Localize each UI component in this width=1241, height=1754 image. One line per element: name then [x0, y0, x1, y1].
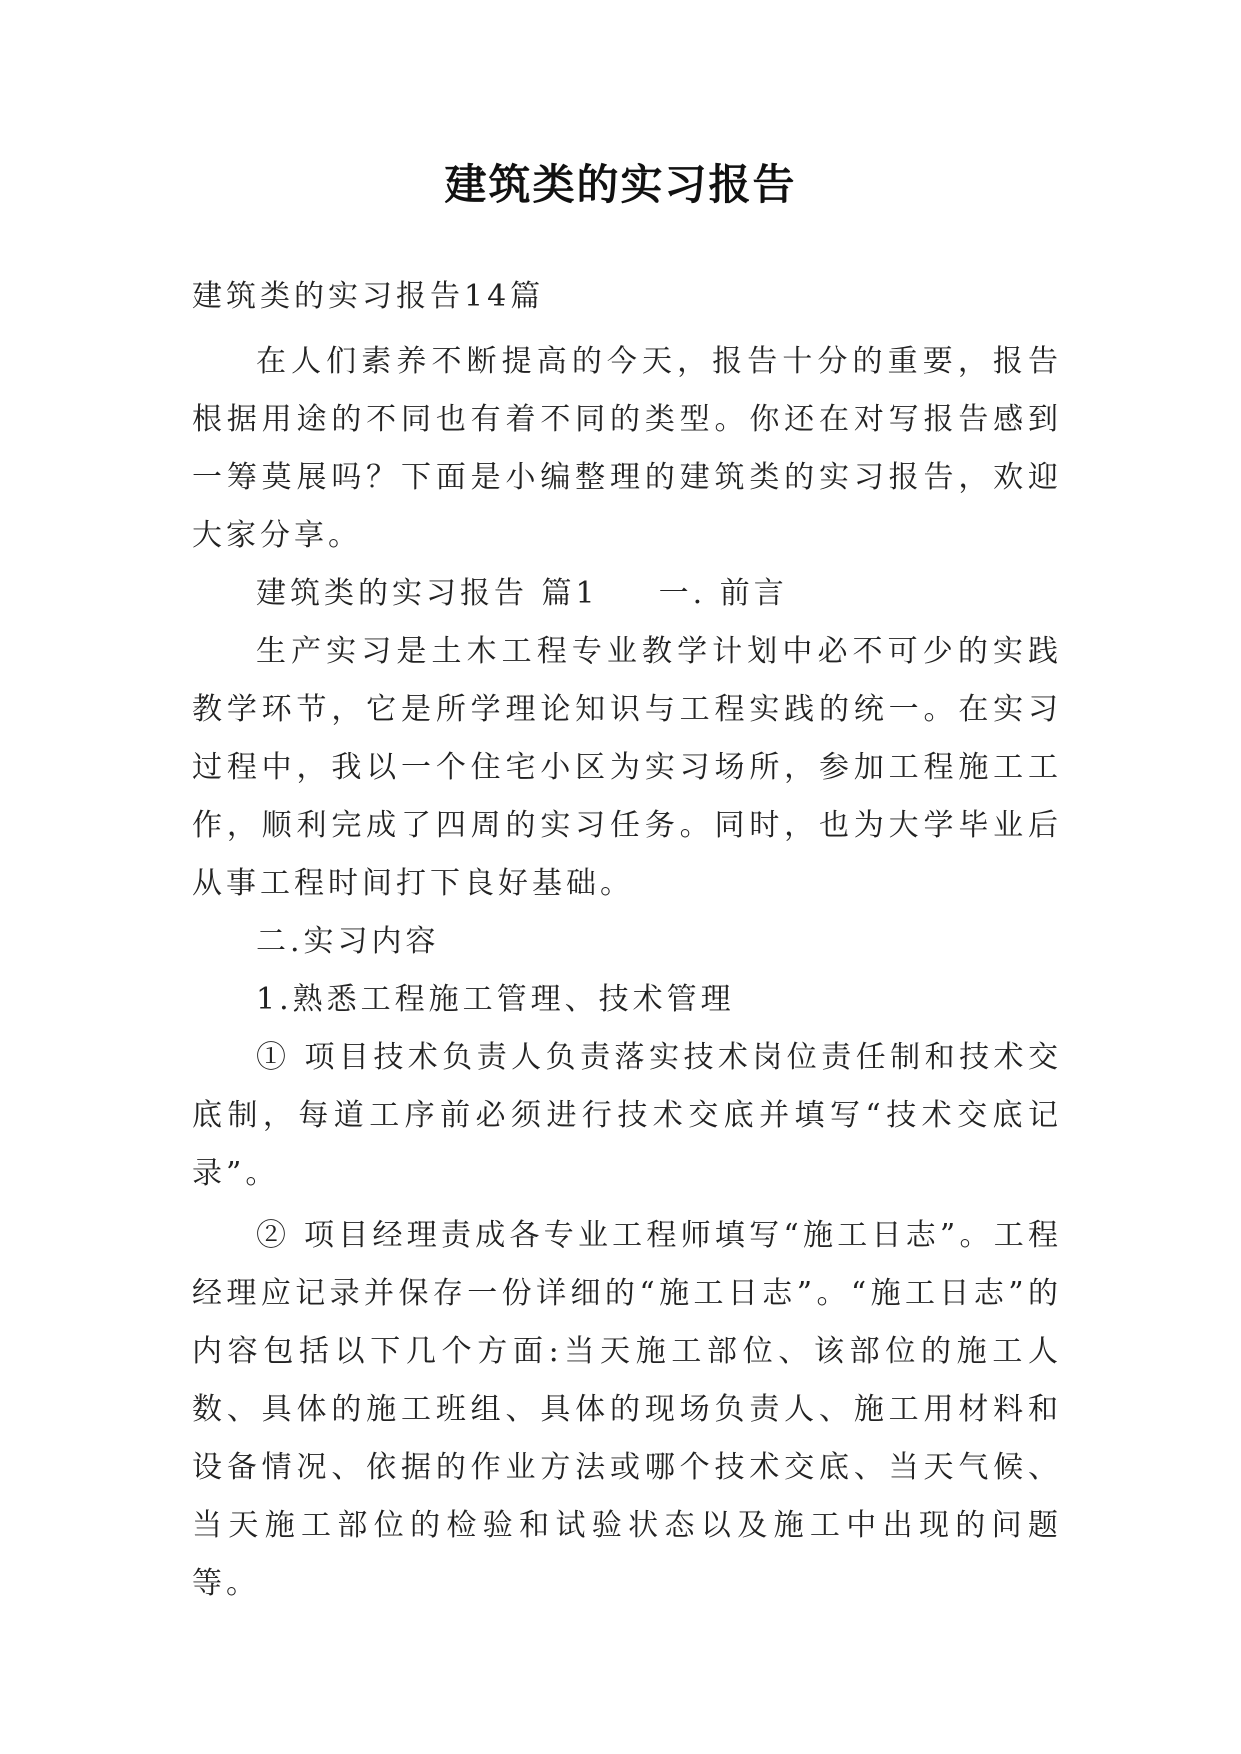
section2-heading: 二.实习内容: [256, 924, 440, 959]
section-heading-line: [192, 565, 1062, 623]
item1-heading: 1.熟悉工程施工管理、技术管理: [256, 982, 735, 1017]
document-body: [192, 279, 1062, 1613]
intro-paragraph: 在人们素养不断提高的今天，报告十分的重要，报告根据用途的不同也有着不同的类型。你还在对写报告感到一筹莫展吗？下面是小编整理的建筑类的实习报告，欢迎大家分享。: [192, 344, 1062, 553]
point2-paragraph: ② 项目经理责成各专业工程师填写“施工日志”。工程经理应记录并保存一份详细的“施工日志”。“施工日志”的内容包括以下几个方面:当天施工部位、该部位的施工人数、具体的施工班组、具体的现场负责人、施工用材料和设备情况、依据的作业方法或哪个技术交底、当天气候、当天施工部位的检验和试验状态以及施工中出现的问题等。: [192, 1218, 1062, 1601]
preface-paragraph: 生产实习是土木工程专业教学计划中必不可少的实践教学环节，它是所学理论知识与工程实践的统一。在实习过程中，我以一个住宅小区为实习场所，参加工程施工工作，顺利完成了四周的实习任务。同时，也为大学毕业后从事工程时间打下良好基础。: [192, 634, 1062, 901]
section1-subheading: 一. 前言: [658, 576, 788, 611]
document-subtitle: 建筑类的实习报告14篇: [192, 279, 545, 314]
point1-paragraph: ① 项目技术负责人负责落实技术岗位责任制和技术交底制，每道工序前必须进行技术交底并填写“技术交底记录”。: [192, 1040, 1062, 1191]
section1-heading: 建筑类的实习报告 篇1: [256, 576, 599, 611]
document-title: 建筑类的实习报告: [444, 160, 797, 209]
